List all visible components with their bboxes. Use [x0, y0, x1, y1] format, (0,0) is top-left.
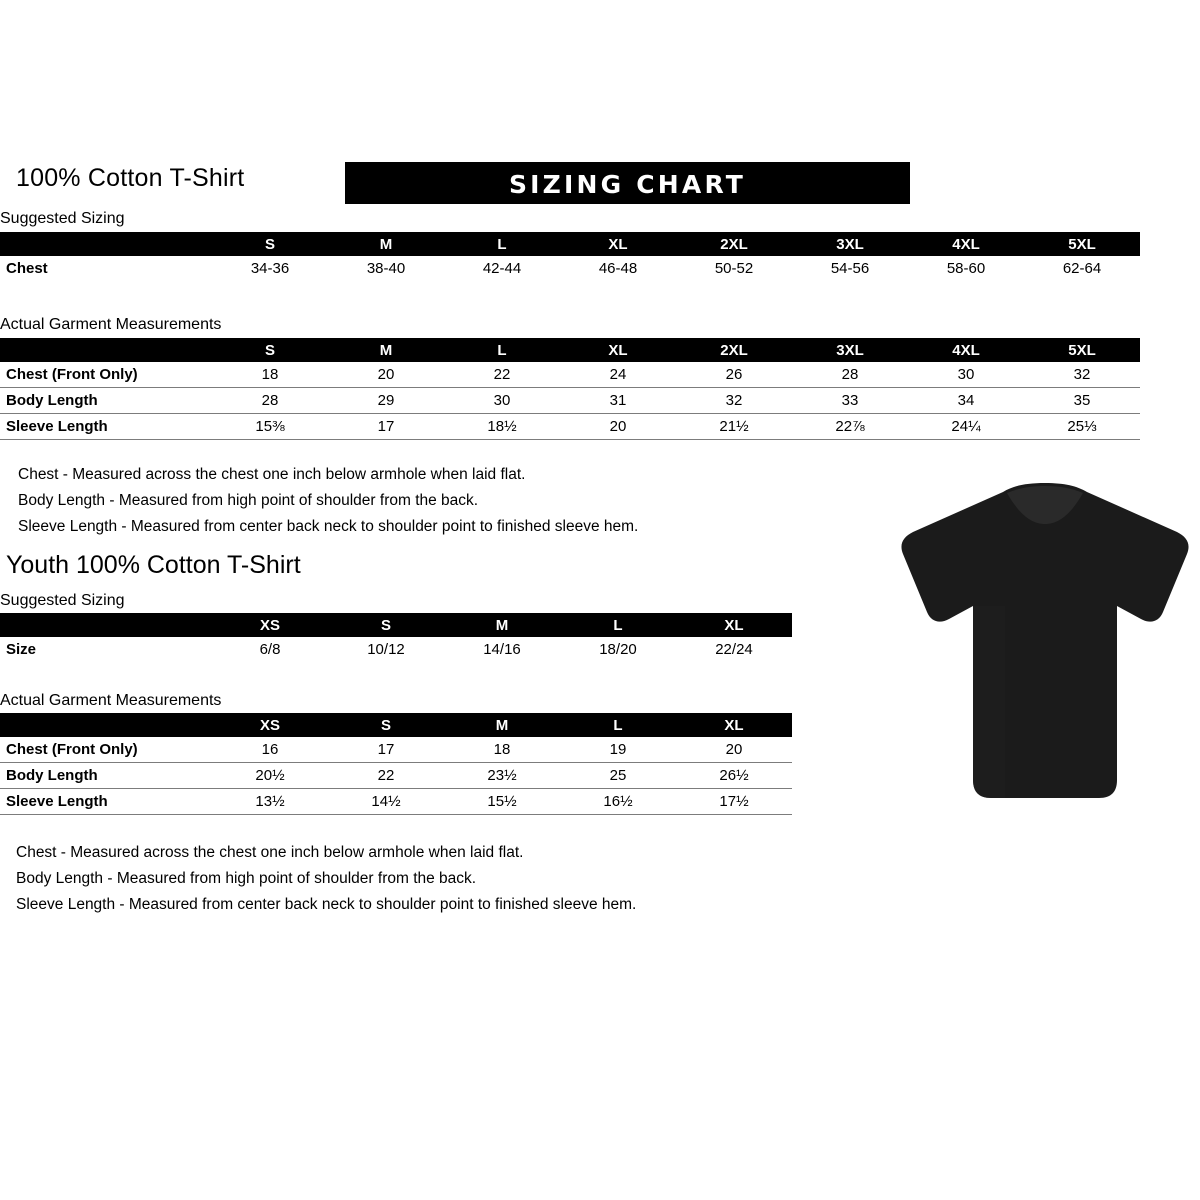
table-header-row: [0, 713, 792, 737]
cell-chestfront-l: 19: [560, 737, 676, 763]
cell-chest-m: 38-40: [328, 256, 444, 281]
table-row: [0, 737, 792, 763]
header: [8, 162, 1198, 204]
cell-sleevelength-3xl: 22⅞: [792, 414, 908, 440]
cell-chest-2xl: 50-52: [676, 256, 792, 281]
col-header-l: L: [444, 338, 560, 362]
col-header-l: L: [560, 613, 676, 637]
col-header-5xl: 5XL: [1024, 338, 1140, 362]
cell-sleevelength-s: 15⅜: [212, 414, 328, 440]
cell-chestfront-m: 20: [328, 362, 444, 388]
adult-note-sleeve-length: Sleeve Length - Measured from center back neck to shoulder point to finished sleeve hem.: [18, 518, 639, 535]
cell-chest-l: 42-44: [444, 256, 560, 281]
row-label-body-length: Body Length: [0, 763, 212, 789]
youth-garment-measurements-table: [0, 713, 792, 815]
adult-garment-measurements-label: Actual Garment Measurements: [0, 316, 222, 333]
cell-sleevelength-m: 17: [328, 414, 444, 440]
cell-bodylength-5xl: 35: [1024, 388, 1140, 414]
col-header-blank: [0, 613, 212, 637]
col-header-xl: XL: [676, 613, 792, 637]
col-header-m: M: [444, 713, 560, 737]
table-header-row: [0, 613, 792, 637]
cell-chestfront-m: 18: [444, 737, 560, 763]
cell-bodylength-m: 23½: [444, 763, 560, 789]
col-header-m: M: [328, 232, 444, 256]
cell-bodylength-3xl: 33: [792, 388, 908, 414]
cell-sleevelength-2xl: 21½: [676, 414, 792, 440]
col-header-xs: XS: [212, 613, 328, 637]
youth-note-chest: Chest - Measured across the chest one inch below armhole when laid flat.: [16, 844, 524, 861]
cell-chest-5xl: 62-64: [1024, 256, 1140, 281]
cell-sleevelength-xl: 20: [560, 414, 676, 440]
cell-bodylength-xs: 20½: [212, 763, 328, 789]
col-header-s: S: [212, 338, 328, 362]
row-label-body-length: Body Length: [0, 388, 212, 414]
black-t-shirt-illustration: [895, 480, 1195, 810]
col-header-xl: XL: [560, 338, 676, 362]
cell-chestfront-5xl: 32: [1024, 362, 1140, 388]
cell-chestfront-2xl: 26: [676, 362, 792, 388]
cell-chestfront-s: 18: [212, 362, 328, 388]
cell-bodylength-2xl: 32: [676, 388, 792, 414]
col-header-l: L: [444, 232, 560, 256]
col-header-m: M: [328, 338, 444, 362]
page-title: 100% Cotton T-Shirt: [16, 164, 245, 192]
col-header-xl: XL: [676, 713, 792, 737]
cell-bodylength-xl: 26½: [676, 763, 792, 789]
table-row: [0, 637, 792, 662]
col-header-5xl: 5XL: [1024, 232, 1140, 256]
col-header-2xl: 2XL: [676, 338, 792, 362]
col-header-4xl: 4XL: [908, 232, 1024, 256]
cell-chestfront-l: 22: [444, 362, 560, 388]
adult-note-chest: Chest - Measured across the chest one inch below armhole when laid flat.: [18, 466, 526, 483]
cell-bodylength-s: 22: [328, 763, 444, 789]
adult-note-body-length: Body Length - Measured from high point of shoulder from the back.: [18, 492, 479, 509]
youth-note-sleeve-length: Sleeve Length - Measured from center back neck to shoulder point to finished sleeve hem.: [16, 896, 637, 913]
cell-sleevelength-l: 16½: [560, 789, 676, 815]
cell-sleevelength-s: 14½: [328, 789, 444, 815]
table-row: [0, 763, 792, 789]
cell-sleevelength-xs: 13½: [212, 789, 328, 815]
youth-note-body-length: Body Length - Measured from high point of shoulder from the back.: [16, 870, 477, 887]
table-row: [0, 388, 1140, 414]
cell-chestfront-xs: 16: [212, 737, 328, 763]
table-row: [0, 414, 1140, 440]
col-header-xl: XL: [560, 232, 676, 256]
table-row: [0, 256, 1140, 281]
adult-measurement-notes: [18, 462, 638, 540]
cell-chest-4xl: 58-60: [908, 256, 1024, 281]
cell-chestfront-4xl: 30: [908, 362, 1024, 388]
cell-sleevelength-l: 18½: [444, 414, 560, 440]
cell-chest-s: 34-36: [212, 256, 328, 281]
cell-size-l: 18/20: [560, 637, 676, 662]
col-header-s: S: [328, 713, 444, 737]
cell-size-xs: 6/8: [212, 637, 328, 662]
sizing-chart-banner: [345, 162, 910, 204]
row-label-sleeve-length: Sleeve Length: [0, 789, 212, 815]
cell-size-s: 10/12: [328, 637, 444, 662]
col-header-blank: [0, 338, 212, 362]
cell-bodylength-4xl: 34: [908, 388, 1024, 414]
col-header-xs: XS: [212, 713, 328, 737]
cell-sleevelength-4xl: 24¼: [908, 414, 1024, 440]
row-label-size: Size: [0, 637, 212, 662]
cell-bodylength-l: 25: [560, 763, 676, 789]
youth-measurement-notes: [16, 840, 636, 918]
table-header-row: [0, 232, 1140, 256]
cell-bodylength-m: 29: [328, 388, 444, 414]
col-header-s: S: [328, 613, 444, 637]
row-label-chest-front-only: Chest (Front Only): [0, 362, 212, 388]
cell-chestfront-3xl: 28: [792, 362, 908, 388]
cell-bodylength-xl: 31: [560, 388, 676, 414]
cell-bodylength-l: 30: [444, 388, 560, 414]
sizing-chart-banner-label: SIZING CHART: [508, 170, 747, 199]
youth-section-title: Youth 100% Cotton T-Shirt: [6, 551, 301, 579]
row-label-sleeve-length: Sleeve Length: [0, 414, 212, 440]
cell-sleevelength-xl: 17½: [676, 789, 792, 815]
cell-sleevelength-5xl: 25⅓: [1024, 414, 1140, 440]
col-header-l: L: [560, 713, 676, 737]
col-header-blank: [0, 232, 212, 256]
youth-suggested-sizing-table: [0, 613, 792, 662]
cell-bodylength-s: 28: [212, 388, 328, 414]
col-header-blank: [0, 713, 212, 737]
table-row: [0, 789, 792, 815]
col-header-3xl: 3XL: [792, 232, 908, 256]
cell-chest-3xl: 54-56: [792, 256, 908, 281]
row-label-chest: Chest: [0, 256, 212, 281]
row-label-chest-front-only: Chest (Front Only): [0, 737, 212, 763]
cell-size-m: 14/16: [444, 637, 560, 662]
adult-suggested-sizing-table: [0, 232, 1140, 281]
col-header-3xl: 3XL: [792, 338, 908, 362]
col-header-s: S: [212, 232, 328, 256]
table-row: [0, 362, 1140, 388]
table-header-row: [0, 338, 1140, 362]
adult-suggested-sizing-label: Suggested Sizing: [0, 210, 125, 227]
cell-chestfront-s: 17: [328, 737, 444, 763]
cell-size-xl: 22/24: [676, 637, 792, 662]
col-header-2xl: 2XL: [676, 232, 792, 256]
cell-sleevelength-m: 15½: [444, 789, 560, 815]
col-header-m: M: [444, 613, 560, 637]
cell-chestfront-xl: 20: [676, 737, 792, 763]
adult-garment-measurements-table: [0, 338, 1140, 440]
col-header-4xl: 4XL: [908, 338, 1024, 362]
cell-chest-xl: 46-48: [560, 256, 676, 281]
youth-garment-measurements-label: Actual Garment Measurements: [0, 692, 222, 709]
cell-chestfront-xl: 24: [560, 362, 676, 388]
youth-suggested-sizing-label: Suggested Sizing: [0, 592, 125, 609]
